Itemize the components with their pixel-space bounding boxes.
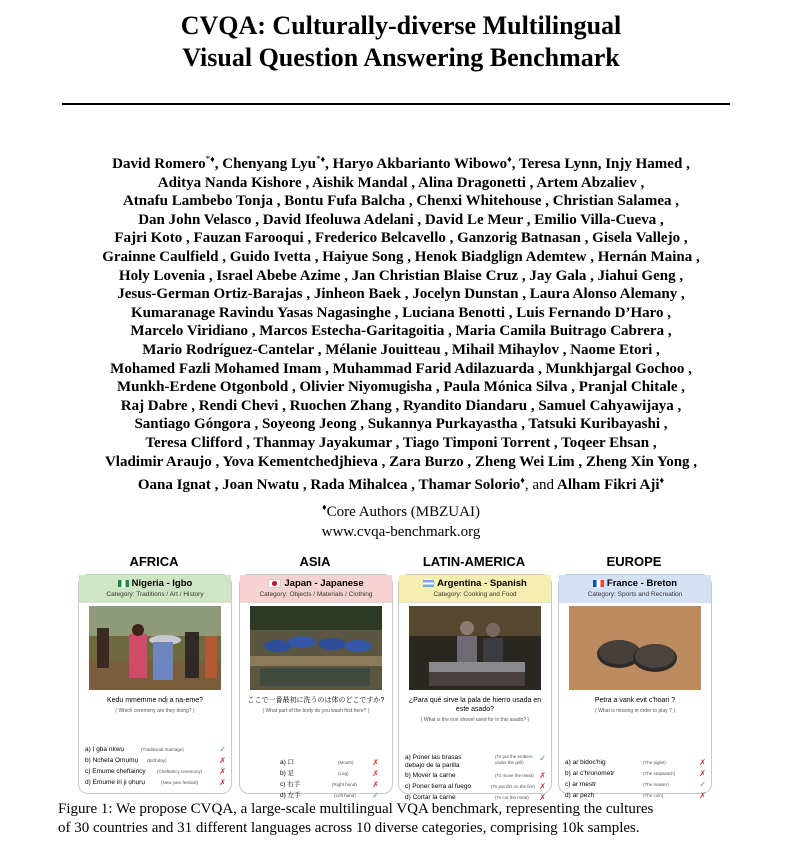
website-link[interactable]: www.cvqa-benchmark.org [321, 524, 481, 540]
check-icon: ✓ [539, 754, 546, 763]
question-translation: ( What is the iron shovel used for in this asado? ) [420, 717, 530, 723]
and-connector: , and [524, 477, 555, 494]
cross-icon: ✗ [219, 767, 226, 776]
region-label: ASIA [299, 554, 331, 569]
cross-icon: ✗ [699, 758, 706, 767]
panel-europe [558, 574, 712, 800]
panel-latin-america [398, 574, 552, 802]
panel-africa [78, 574, 232, 794]
category-label: Category: Sports and Recreation [587, 591, 683, 598]
caption-line-2: of 30 countries and 31 different languages across 10 diverse categories, comprising 10k samples. [58, 820, 640, 836]
authors-line-9: Kumaranage Ravindu Yasas Nagasinghe , Luciana Benotti , Luis Fernando D’Haro , [130, 304, 672, 321]
author-name: Teresa Lynn [518, 156, 598, 172]
answer-option[interactable]: c) Emume cheftaincy (Cheftaincy ceremony) ✗ [85, 767, 226, 776]
author-name: Chenyang Lyu [222, 156, 317, 172]
argentina-flag-icon [423, 580, 434, 587]
question-text: ここで一番最初に洗うのは体のどこですか? [247, 697, 385, 704]
authors-line-14: Raj Dabre , Rendi Chevi , Ruochen Zhang , Ryandito Diandaru , Samuel Cahyawijaya , [120, 397, 682, 414]
country-language: Nigeria - Igbo [131, 578, 193, 589]
answer-list [85, 745, 226, 789]
authors-line-3: Atnafu Lambebo Tonja , Bontu Fufa Balcha , Chenxi Whitehouse , Christian Salamea , [122, 193, 680, 210]
authors-line-1: David Romero*♦, Chenyang Lyu*♦, Haryo Akbarianto Wibowo♦, Teresa Lynn, Injy Hamed , [112, 154, 690, 172]
question-translation: ( Which ceremony are they doing? ) [115, 708, 195, 714]
authors-line-12: Mohamed Fazli Mohamed Imam , Muhammad Farid Adilazuarda , Munkhjargal Gochoo , [110, 360, 692, 377]
author-mark: *♦ [316, 154, 326, 164]
answer-option[interactable]: a) Poner las brasas debajo de la parilla (To put the embers under the grill) ✓ [405, 754, 546, 769]
answer-option[interactable]: d) 左手 (Left hand) ✓ [280, 791, 379, 800]
answer-option[interactable]: d) Emume iri ji ọhụrụ (New yam festival) ✗ [85, 778, 226, 787]
category-label: Category: Traditions / Art / History [106, 591, 204, 598]
author-names: Oana Ignat , Joan Nwatu , Rada Mihalcea , Thamar Solorio [137, 477, 521, 494]
cross-icon: ✗ [539, 782, 546, 791]
country-language: Japan - Japanese [284, 578, 364, 589]
question-text: ¿Para qué sirve la pala de hierro usada en este asado? [408, 697, 542, 713]
figure-caption [58, 800, 744, 838]
authors-line-5: Fajri Koto , Fauzan Farooqui , Frederico Belcavello , Ganzorig Batnasan , Gisela Vallejo , [114, 230, 688, 247]
authors-line-7: Holy Lovenia , Israel Abebe Azime , Jan Christian Blaise Cruz , Jay Gala , Jiahui Geng , [118, 267, 684, 284]
answer-option[interactable]: d) ar pezh (The coin) ✗ [565, 791, 706, 800]
authors-line-15: Santiago Góngora , Soyeong Jeong , Sukannya Purkayastha , Tatsuki Kuribayashi , [134, 416, 668, 433]
authors-line-8: Jesus-German Ortiz-Barajas , Jinheon Baek , Jocelyn Dunstan , Laura Alonso Alemany , [117, 286, 685, 303]
game-pieces-photo [569, 606, 701, 690]
cross-icon: ✗ [699, 791, 706, 800]
title-line-2: Visual Question Answering Benchmark [182, 43, 620, 72]
answer-option[interactable]: c) ar mestr (The master) ✓ [565, 780, 706, 789]
authors-line-10: Marcelo Viridiano , Marcos Estecha-Garitagoitia , Maria Camila Buitrago Cabrera , [130, 323, 672, 340]
authors-line-13: Munkh-Erdene Otgonbold , Olivier Niyomugisha , Paula Mónica Silva , Pranjal Chitale , [116, 379, 686, 396]
author-mark: ♦ [507, 154, 512, 164]
author-mark: ♦ [520, 475, 525, 486]
authors-line-17: Vladimir Araujo , Yova Kementchedjhieva , Zara Burzo , Zheng Wei Lim , Zheng Xin Yong , [104, 453, 698, 470]
country-language: Argentina - Spanish [437, 578, 527, 589]
authors-line-4: Dan John Velasco , David Ifeoluwa Adelani , David Le Meur , Emilio Villa-Cueva , [138, 211, 664, 228]
answer-list [405, 754, 546, 804]
panel-header [240, 575, 392, 603]
region-label: LATIN-AMERICA [422, 554, 526, 569]
title-line-1: CVQA: Culturally-diverse Multilingual [180, 11, 622, 40]
panel-header [399, 575, 551, 603]
answer-list [565, 758, 706, 802]
cross-icon: ✗ [372, 780, 379, 789]
cross-icon: ✗ [219, 756, 226, 765]
answer-option[interactable]: b) 足 (Leg) ✗ [280, 769, 379, 778]
paper-title [0, 10, 802, 74]
check-icon: ✓ [219, 745, 226, 754]
question-translation: ( What is missing in order to play ? ) [595, 708, 675, 714]
question-translation: ( What part of the body do you wash first here? ) [262, 708, 370, 714]
answer-option[interactable]: c) 右手 (Right hand) ✗ [280, 780, 379, 789]
category-label: Category: Cooking and Food [433, 591, 517, 598]
author-name: Alham Fikri Aji [557, 477, 660, 494]
cross-icon: ✗ [219, 778, 226, 787]
answer-option[interactable]: c) Poner tierra al fuego (To put dirt on the fire) ✗ [405, 782, 546, 791]
region-label: AFRICA [129, 554, 179, 569]
answer-option[interactable]: b) Mover la carne (To move the meat) ✗ [405, 771, 546, 780]
panel-asia [239, 574, 393, 800]
nigeria-flag-icon [118, 580, 129, 587]
panel-header [79, 575, 231, 603]
cross-icon: ✗ [372, 769, 379, 778]
wash-basin-photo [250, 606, 382, 690]
cross-icon: ✗ [372, 758, 379, 767]
japan-flag-icon [268, 579, 281, 588]
figure-1 [75, 554, 715, 802]
category-label: Category: Objects / Materials / Clothing [259, 591, 373, 598]
cross-icon: ✗ [539, 771, 546, 780]
answer-option[interactable]: b) ar c'hronometr (The stopwatch) ✗ [565, 769, 706, 778]
cross-icon: ✗ [699, 769, 706, 778]
france-flag-icon [593, 580, 604, 587]
author-mark: *♦ [205, 154, 215, 164]
answer-option[interactable]: b) Ncheta Ọmụmụ (Birthday) ✗ [85, 756, 226, 765]
authors-line-11: Mario Rodríguez-Cantelar , Mélanie Jouitteau , Mihail Mihaylov , Naome Etori , [142, 341, 660, 358]
authors-line-6: Grainne Caulfield , Guido Ivetta , Haiyue Song , Henok Biadglign Ademtew , Hernán Maina , [102, 248, 700, 265]
region-label: EUROPE [606, 554, 662, 569]
ceremony-photo [89, 606, 221, 690]
author-name: David Romero [112, 156, 206, 172]
panel-header [559, 575, 711, 603]
answer-list [246, 758, 387, 802]
answer-option[interactable]: a) Ị gba nkwụ (Traditional marriage) ✓ [85, 745, 226, 754]
asado-photo [409, 606, 541, 690]
author-name: Haryo Akbarianto Wibowo [332, 156, 508, 172]
answer-option[interactable]: d) Cortar la carne (To cut the meat) ✗ [405, 793, 546, 802]
answer-option[interactable]: a) ar bidoc'hig (The piglet) ✗ [565, 758, 706, 767]
author-mark: ♦ [659, 475, 665, 486]
question-text: Petra a vank evit c'hoari ? [594, 697, 676, 704]
caption-line-1: Figure 1: We propose CVQA, a large-scale multilingual VQA benchmark, representing the cultures [58, 801, 654, 817]
check-icon: ✓ [372, 791, 379, 800]
affiliation: Core Authors (MBZUAI) [326, 504, 480, 520]
title-rule [62, 103, 730, 105]
answer-option[interactable]: a) 口 (Mouth) ✗ [280, 758, 379, 767]
cross-icon: ✗ [539, 793, 546, 802]
affiliation-block [0, 497, 802, 542]
question-text: Kedu mmemme ndị a na-eme? [106, 697, 204, 704]
check-icon: ✓ [699, 780, 706, 789]
authors-line-18 [45, 471, 757, 495]
author-list [45, 150, 757, 495]
country-language: France - Breton [606, 578, 678, 589]
authors-line-16: Teresa Clifford , Thanmay Jayakumar , Tiago Timponi Torrent , Toqeer Ehsan , [145, 434, 657, 451]
authors-line-2: Aditya Nanda Kishore , Aishik Mandal , Alina Dragonetti , Artem Abzaliev , [157, 174, 645, 191]
affiliation-mark: ♦ [322, 502, 327, 512]
author-name: Injy Hamed [605, 156, 683, 172]
